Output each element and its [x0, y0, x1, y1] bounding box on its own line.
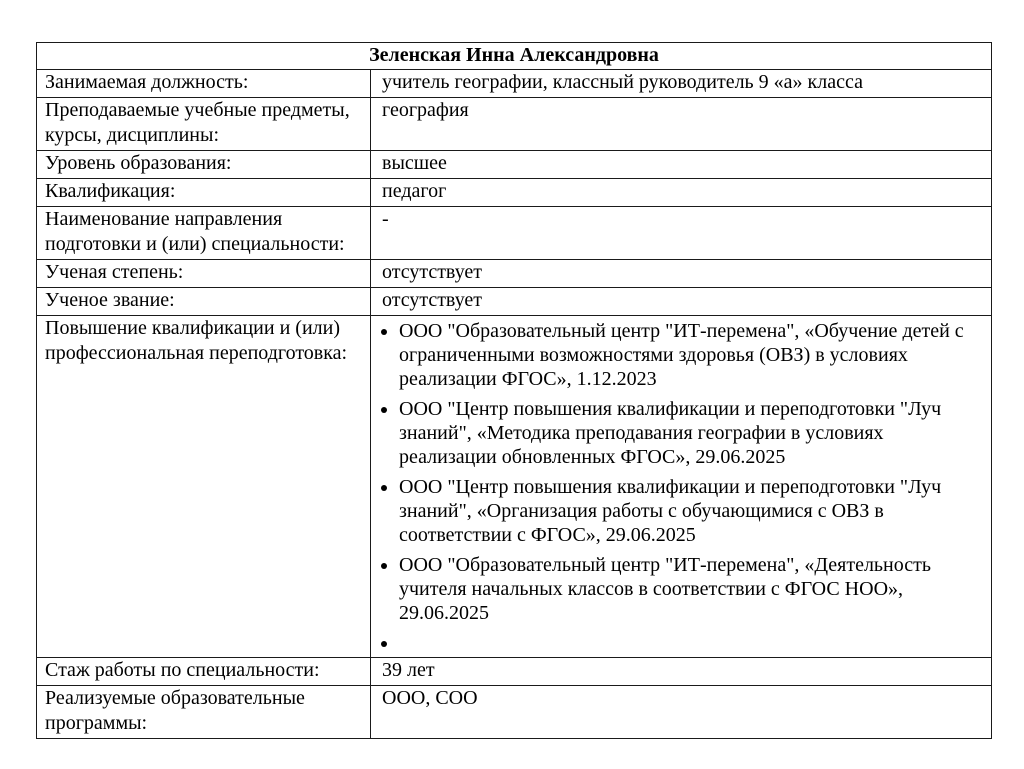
table-row — [37, 686, 992, 739]
table-row — [37, 70, 992, 98]
table-row — [37, 207, 992, 260]
table-row — [37, 151, 992, 179]
table-row — [37, 288, 992, 316]
row-value-academic-title: отсутствует — [371, 288, 992, 316]
teacher-info-table — [36, 42, 992, 739]
row-label-professional-development: Повышение квалификации и (или) профессиональная переподготовка: — [37, 316, 371, 658]
row-label-work-experience: Стаж работы по специальности: — [37, 658, 371, 686]
qualification-courses-list — [382, 319, 985, 655]
row-value-qualification: педагог — [371, 179, 992, 207]
row-value-academic-degree: отсутствует — [371, 260, 992, 288]
list-item-course: • ООО "Образовательный центр "ИТ-перемена", «Деятельность учителя начальных классов в соответствии с ФГОС НОО», 29.06.2025 — [399, 553, 985, 625]
row-label-education-level: Уровень образования: — [37, 151, 371, 179]
table-row — [37, 316, 992, 658]
row-value-position: учитель географии, классный руководитель 9 «а» класса — [371, 70, 992, 98]
list-item-empty — [399, 631, 985, 655]
row-label-subjects: Преподаваемые учебные предметы, курсы, дисциплины: — [37, 98, 371, 151]
row-value-work-experience: 39 лет — [371, 658, 992, 686]
table-row — [37, 260, 992, 288]
row-label-academic-title: Ученое звание: — [37, 288, 371, 316]
row-value-education-level: высшее — [371, 151, 992, 179]
row-value-professional-development — [371, 316, 992, 658]
row-label-qualification: Квалификация: — [37, 179, 371, 207]
table-row — [37, 179, 992, 207]
table-header-row — [37, 43, 992, 70]
row-label-position: Занимаемая должность: — [37, 70, 371, 98]
row-value-specialty: - — [371, 207, 992, 260]
teacher-name-title: Зеленская Инна Александровна — [37, 43, 992, 70]
row-label-specialty: Наименование направления подготовки и (или) специальности: — [37, 207, 371, 260]
row-label-educational-programs: Реализуемые образовательные программы: — [37, 686, 371, 739]
row-value-educational-programs: ООО, СОО — [371, 686, 992, 739]
list-item-course: • ООО "Центр повышения квалификации и переподготовки "Луч знаний", «Организация работы с обучающимися с ОВЗ в соответствии с ФГОС», 29.06.2025 — [399, 475, 985, 547]
list-item-course: • ООО "Центр повышения квалификации и переподготовки "Луч знаний", «Методика преподавания географии в условиях реализации обновленных ФГОС», 29.06.2025 — [399, 397, 985, 469]
table-row — [37, 658, 992, 686]
row-label-academic-degree: Ученая степень: — [37, 260, 371, 288]
row-value-subjects: география — [371, 98, 992, 151]
table-row — [37, 98, 992, 151]
list-item-course: • ООО "Образовательный центр "ИТ-перемена", «Обучение детей с ограниченными возможностями здоровья (ОВЗ) в условиях реализации ФГОС», 1.12.2023 — [399, 319, 985, 391]
